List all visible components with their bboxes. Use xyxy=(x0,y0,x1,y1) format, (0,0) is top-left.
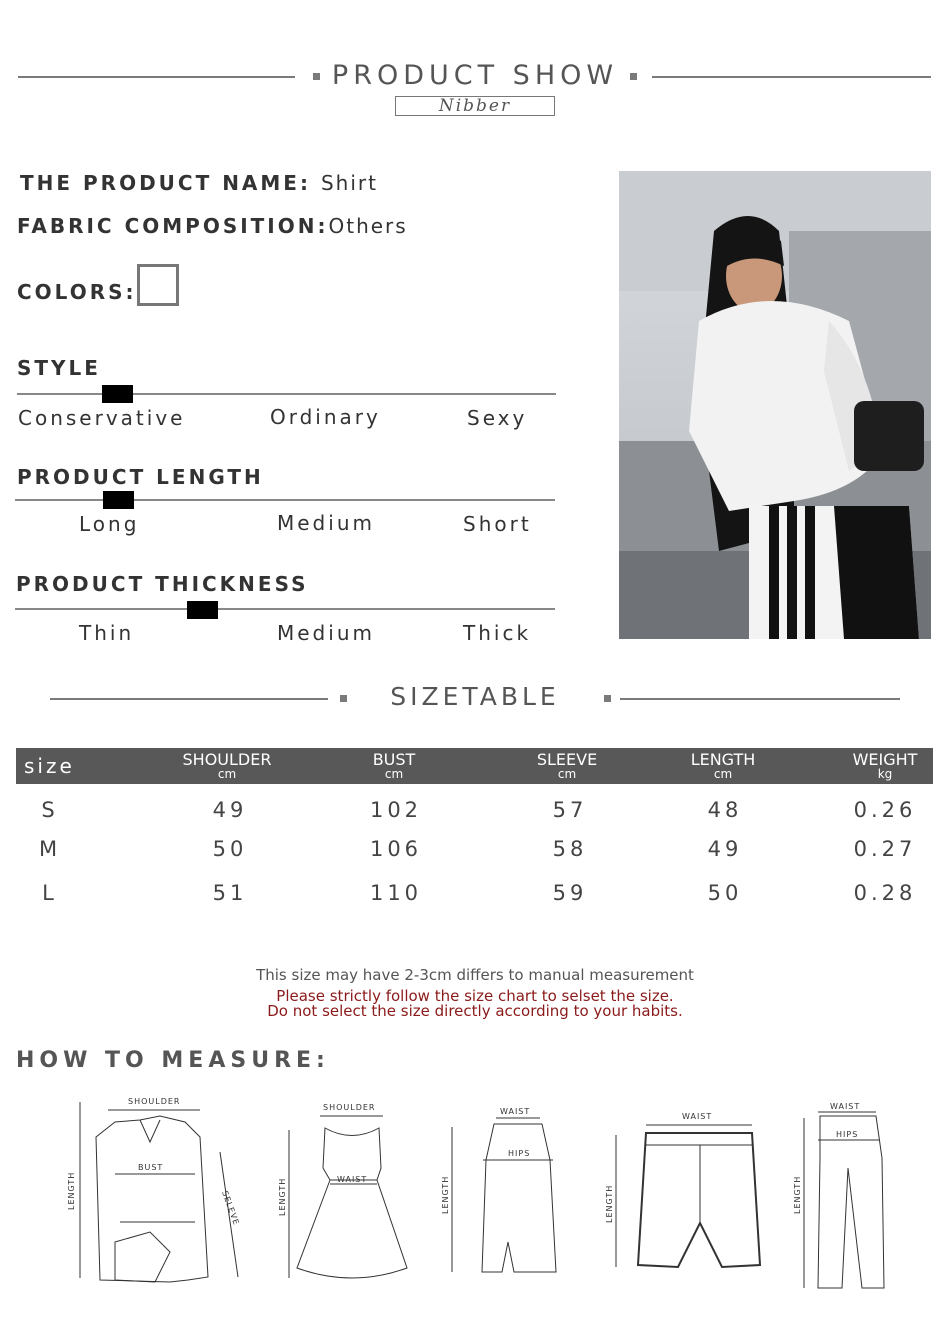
row-m-size: M xyxy=(38,837,62,861)
col-unit: kg xyxy=(877,767,893,781)
note-habits: Do not select the size directly according to your habits. xyxy=(267,1002,683,1020)
row-l-bust: 110 xyxy=(369,881,423,905)
col-name: SLEEVE xyxy=(536,750,598,769)
product-name-row xyxy=(20,171,378,195)
jacket-sleeve-label: SELEVE xyxy=(220,1189,241,1227)
row-s-shoulder: 49 xyxy=(212,798,248,822)
pants-waist-label: WAIST xyxy=(830,1102,861,1111)
col-unit: cm xyxy=(557,767,577,781)
dress-length-label: LENGTH xyxy=(278,1177,287,1216)
fabric-label: FABRIC COMPOSITION: xyxy=(17,214,329,238)
row-m-shoulder: 50 xyxy=(212,837,248,861)
colors-label: COLORS: xyxy=(17,280,137,304)
size-column-header: size xyxy=(24,754,75,778)
dress-waist-label: WAIST xyxy=(337,1175,368,1184)
size-table-header xyxy=(16,748,933,784)
product-name-value: Shirt xyxy=(320,171,378,195)
header-rule-right xyxy=(652,76,931,78)
pants-measure-diagram xyxy=(790,1098,900,1298)
note-measurement: This size may have 2-3cm differs to manual measurement xyxy=(256,966,694,984)
col-name: BUST xyxy=(372,750,416,769)
pants-hips-label: HIPS xyxy=(836,1130,859,1139)
header-square-right xyxy=(630,73,637,80)
col-name: SHOULDER xyxy=(182,750,272,769)
col-header-weight xyxy=(830,748,940,784)
col-unit: cm xyxy=(384,767,404,781)
jacket-length-label: LENGTH xyxy=(67,1171,76,1210)
row-l-weight: 0.28 xyxy=(853,881,917,905)
style-marker xyxy=(102,385,133,403)
sizetable-rule-right xyxy=(620,698,900,700)
row-s-sleeve: 57 xyxy=(552,798,588,822)
col-header-bust xyxy=(340,748,448,784)
note-follow-chart: Please strictly follow the size chart to selset the size. xyxy=(276,987,674,1005)
product-photo xyxy=(619,171,931,639)
skirt-length-label: LENGTH xyxy=(441,1175,450,1214)
col-unit: cm xyxy=(217,767,237,781)
row-m-sleeve: 58 xyxy=(552,837,588,861)
jacket-measure-diagram xyxy=(60,1092,250,1292)
shorts-measure-diagram xyxy=(602,1105,782,1275)
jacket-bust-label: BUST xyxy=(138,1163,164,1172)
sizetable-rule-left xyxy=(50,698,328,700)
style-option-sexy: Sexy xyxy=(467,406,528,430)
skirt-hips-label: HIPS xyxy=(508,1149,531,1158)
style-title: STYLE xyxy=(17,356,101,380)
row-s-length: 48 xyxy=(707,798,743,822)
sizetable-square-left xyxy=(340,695,347,702)
row-l-shoulder: 51 xyxy=(212,881,248,905)
style-option-conservative: Conservative xyxy=(18,406,186,430)
length-option-long: Long xyxy=(79,512,140,536)
fabric-value: Others xyxy=(328,214,408,238)
dress-shoulder-label: SHOULDER xyxy=(323,1103,376,1112)
length-title: PRODUCT LENGTH xyxy=(17,465,264,489)
thickness-marker xyxy=(187,601,218,619)
length-option-medium: Medium xyxy=(277,511,375,535)
row-m-length: 49 xyxy=(707,837,743,861)
row-m-weight: 0.27 xyxy=(853,837,917,861)
row-l-length: 50 xyxy=(707,881,743,905)
row-s-bust: 102 xyxy=(369,798,423,822)
brand-label: Nibber xyxy=(395,96,555,116)
col-name: LENGTH xyxy=(690,750,756,769)
thickness-scale-line xyxy=(15,608,555,610)
jacket-shoulder-label: SHOULDER xyxy=(128,1097,181,1106)
thickness-option-medium: Medium xyxy=(277,621,375,645)
row-s-weight: 0.26 xyxy=(853,798,917,822)
thickness-option-thin: Thin xyxy=(79,621,135,645)
shorts-length-label: LENGTH xyxy=(605,1184,614,1223)
col-header-shoulder xyxy=(162,748,292,784)
skirt-measure-diagram xyxy=(438,1102,578,1292)
skirt-waist-label: WAIST xyxy=(500,1107,531,1116)
page-title: PRODUCT SHOW xyxy=(331,60,619,91)
row-m-bust: 106 xyxy=(369,837,423,861)
row-s-size: S xyxy=(41,798,59,822)
thickness-title: PRODUCT THICKNESS xyxy=(16,572,309,596)
length-option-short: Short xyxy=(463,512,532,536)
color-swatch[interactable] xyxy=(137,264,179,306)
pants-length-label: LENGTH xyxy=(793,1175,802,1214)
length-marker xyxy=(103,491,134,509)
dress-measure-diagram xyxy=(275,1098,435,1288)
length-scale-line xyxy=(15,499,555,501)
sizetable-title: SIZETABLE xyxy=(390,682,560,711)
col-header-length xyxy=(668,748,778,784)
style-scale-line xyxy=(17,393,556,395)
style-option-ordinary: Ordinary xyxy=(270,405,381,429)
thickness-option-thick: Thick xyxy=(463,621,532,645)
fabric-row xyxy=(17,214,408,238)
col-header-sleeve xyxy=(512,748,622,784)
header-rule-left xyxy=(18,76,295,78)
row-l-sleeve: 59 xyxy=(552,881,588,905)
shorts-waist-label: WAIST xyxy=(682,1112,713,1121)
how-to-measure-title: HOW TO MEASURE: xyxy=(16,1048,330,1073)
product-name-label: THE PRODUCT NAME: xyxy=(20,171,311,195)
col-unit: cm xyxy=(713,767,733,781)
sizetable-square-right xyxy=(604,695,611,702)
col-name: WEIGHT xyxy=(852,750,918,769)
row-l-size: L xyxy=(42,881,58,905)
